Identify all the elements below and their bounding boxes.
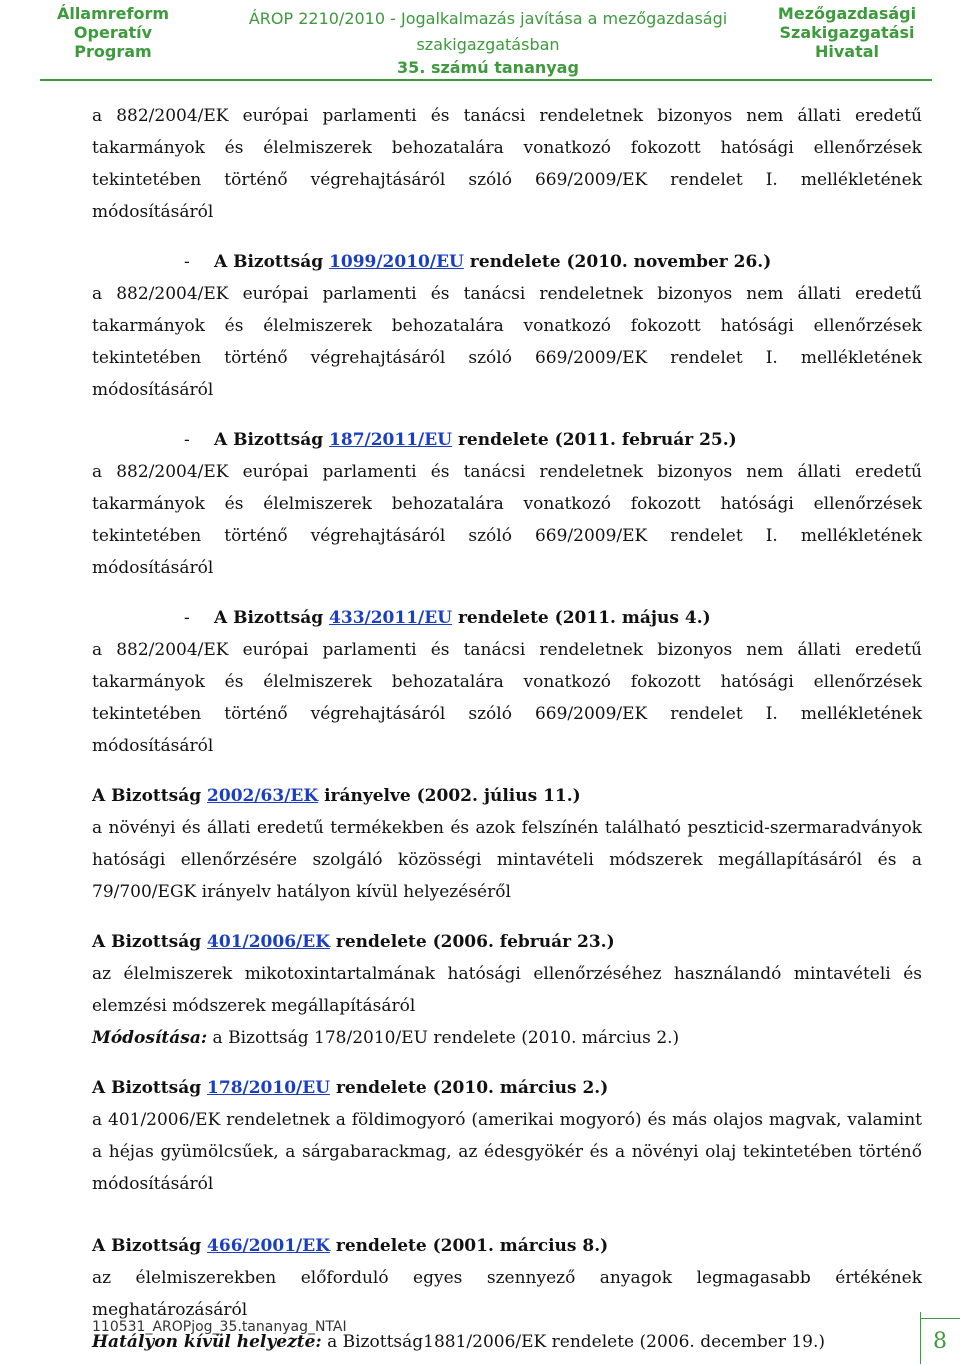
header-left-program [48, 4, 178, 61]
header-left-line: Államreform [56, 4, 170, 23]
regulation-link[interactable]: 2002/63/EK [207, 786, 319, 806]
regulation-link[interactable]: 187/2011/EU [329, 430, 453, 450]
regulation-issuer: A Bizottság [214, 430, 330, 450]
regulation-issuer: A Bizottság [92, 1078, 208, 1098]
page-header [0, 0, 960, 82]
regulation-headline [92, 424, 922, 456]
regulation-issuer: A Bizottság [92, 786, 208, 806]
regulation-entry [92, 246, 922, 406]
entry-description: az élelmiszerekben előforduló egyes szennyező anyagok legmagasabb értékének meghatározásáról [92, 1268, 922, 1320]
regulation-date: rendelete (2011. május 4.) [452, 608, 711, 628]
header-center-title [248, 4, 728, 79]
entry-description: a növényi és állati eredetű termékekben és azok felszínén található peszticid-szermaradványok hatósági ellenőrzésére szolgáló közösségi mintavételi módszerek megállapításáról és a 79/700/EGK irányelv hatályon kívül helyezéséről [92, 818, 922, 902]
regulation-link[interactable]: 178/2010/EU [207, 1078, 331, 1098]
header-left-line: Operatív [73, 23, 153, 42]
list-dash: - [184, 430, 190, 450]
list-dash: - [184, 252, 190, 272]
entry-description: a 882/2004/EK európai parlamenti és tanácsi rendeletnek bizonyos nem állati eredetű takarmányok és élelmiszerek behozatalára vonatkozó fokozott hatósági ellenőrzések tekintetében történő végrehajtásáról szóló 669/2009/EK rendelet I. mellékletének módosításáról [92, 640, 922, 756]
document-body [92, 100, 922, 1358]
amendment-text: a Bizottság 178/2010/EU rendelete (2010. március 2.) [207, 1028, 680, 1048]
header-material-number: 35. számú tananyag [397, 58, 579, 77]
regulation-link[interactable]: 401/2006/EK [207, 932, 330, 952]
regulation-date: rendelete (2001. március 8.) [329, 1236, 609, 1256]
header-left-line: Program [74, 42, 152, 61]
repeal-text: a Bizottság1881/2006/EK rendelete (2006. december 19.) [321, 1332, 826, 1352]
header-project-title: ÁROP 2210/2010 - Jogalkalmazás javítása a mezőgazdasági [248, 9, 728, 28]
regulation-entry [92, 602, 922, 762]
regulation-date: rendelete (2006. február 23.) [329, 932, 615, 952]
list-dash: - [184, 608, 190, 628]
regulation-entry [92, 1072, 922, 1200]
amendment-note [92, 1022, 922, 1054]
regulation-issuer: A Bizottság [92, 932, 208, 952]
header-right-line: Mezőgazdasági [777, 4, 917, 23]
regulation-entry [92, 1230, 922, 1358]
entry-description: az élelmiszerek mikotoxintartalmának hatósági ellenőrzéséhez használandó mintavételi és elemzési módszerek megállapításáról [92, 964, 922, 1016]
regulation-date: rendelete (2010. november 26.) [463, 252, 772, 272]
amendment-label: Módosítása: [92, 1028, 208, 1048]
regulation-date: rendelete (2010. március 2.) [330, 1078, 609, 1098]
entry-description: a 401/2006/EK rendeletnek a földimogyoró (amerikai mogyoró) és más olajos magvak, valamint a héjas gyümölcsűek, a sárgabarackmag, az édesgyökér és a növényi olaj tekintetében történő módosításáról [92, 1110, 922, 1194]
regulation-link[interactable]: 433/2011/EU [329, 608, 453, 628]
regulation-headline [92, 1072, 922, 1104]
header-divider [40, 79, 932, 81]
regulation-issuer: A Bizottság [92, 1236, 208, 1256]
regulation-entry [92, 926, 922, 1054]
header-right-office [770, 4, 924, 61]
entry-description: a 882/2004/EK európai parlamenti és tanácsi rendeletnek bizonyos nem állati eredetű takarmányok és élelmiszerek behozatalára vonatkozó fokozott hatósági ellenőrzések tekintetében történő végrehajtásáról szóló 669/2009/EK rendelet I. mellékletének módosításáról [92, 462, 922, 578]
page-number: 8 [920, 1318, 960, 1365]
header-project-subtitle: szakigazgatásban [416, 35, 560, 54]
regulation-entry [92, 424, 922, 584]
header-right-line: Szakigazgatási [779, 23, 915, 42]
regulation-headline [92, 780, 922, 812]
regulation-issuer: A Bizottság [214, 252, 330, 272]
regulation-link[interactable]: 466/2001/EK [207, 1236, 330, 1256]
regulation-issuer: A Bizottság [214, 608, 330, 628]
header-right-line: Hivatal [814, 42, 880, 61]
entry-description: a 882/2004/EK európai parlamenti és tanácsi rendeletnek bizonyos nem állati eredetű takarmányok és élelmiszerek behozatalára vonatkozó fokozott hatósági ellenőrzések tekintetében történő végrehajtásáról szóló 669/2009/EK rendelet I. mellékletének módosításáról [92, 106, 922, 222]
regulation-date: irányelve (2002. július 11.) [318, 786, 581, 806]
regulation-date: rendelete (2011. február 25.) [452, 430, 737, 450]
repeal-label: Hatályon kívül helyezte: [92, 1332, 322, 1352]
regulation-headline [92, 1230, 922, 1262]
regulation-headline [92, 246, 922, 278]
regulation-headline [92, 926, 922, 958]
regulation-headline [92, 602, 922, 634]
entry-description: a 882/2004/EK európai parlamenti és tanácsi rendeletnek bizonyos nem állati eredetű takarmányok és élelmiszerek behozatalára vonatkozó fokozott hatósági ellenőrzések tekintetében történő végrehajtásáról szóló 669/2009/EK rendelet I. mellékletének módosításáról [92, 284, 922, 400]
regulation-link[interactable]: 1099/2010/EU [329, 252, 464, 272]
footer-document-code: 110531_AROPjog_35.tananyag_NTAI [92, 1319, 347, 1335]
regulation-entry [92, 780, 922, 908]
